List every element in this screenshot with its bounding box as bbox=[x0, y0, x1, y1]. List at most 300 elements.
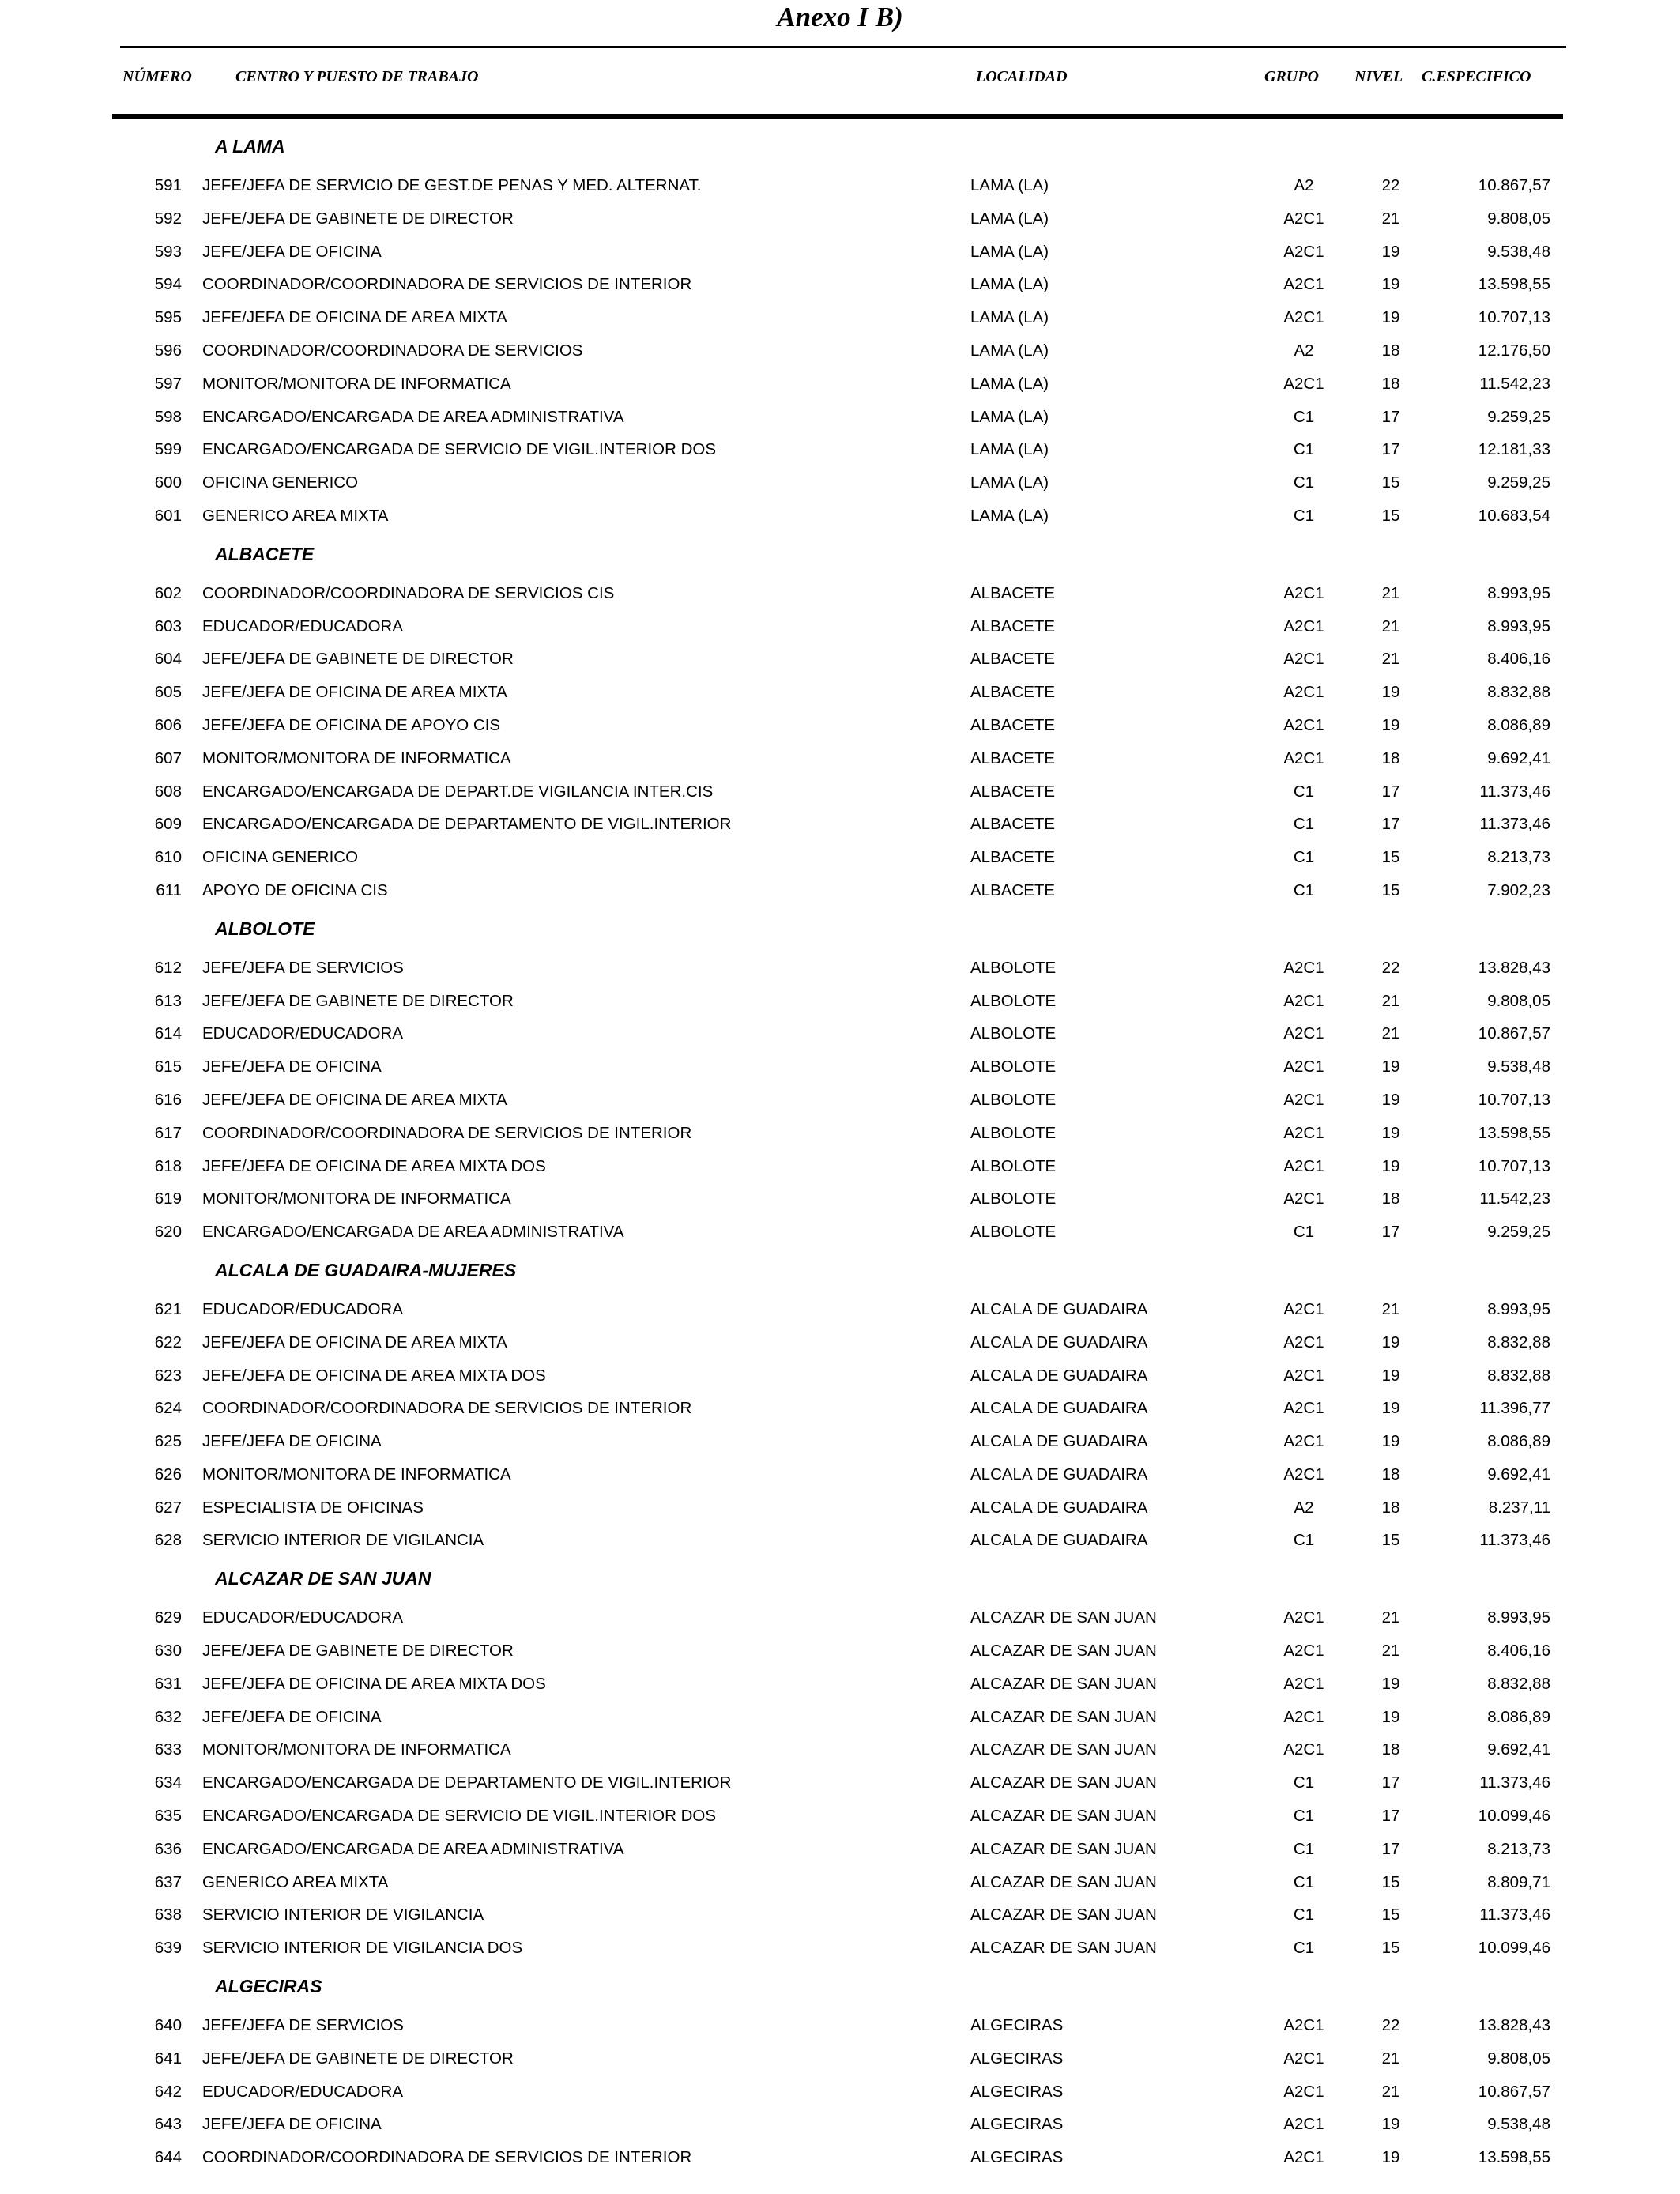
table-row bbox=[0, 401, 1680, 434]
table-row bbox=[0, 808, 1680, 841]
row-localidad: LAMA (LA) bbox=[970, 176, 1049, 194]
row-especifico: 8.993,95 bbox=[1487, 583, 1550, 602]
row-number: 598 bbox=[154, 407, 182, 426]
row-grupo: A2C1 bbox=[1283, 748, 1324, 767]
row-nivel: 17 bbox=[1381, 407, 1400, 426]
row-especifico: 9.538,48 bbox=[1487, 2115, 1550, 2134]
row-puesto: APOYO DE OFICINA CIS bbox=[202, 880, 388, 899]
row-grupo: A2C1 bbox=[1283, 1642, 1324, 1661]
row-puesto: JEFE/JEFA DE OFICINA DE AREA MIXTA bbox=[202, 1333, 507, 1351]
row-puesto: MONITOR/MONITORA DE INFORMATICA bbox=[202, 374, 511, 393]
row-grupo: A2C1 bbox=[1283, 1156, 1324, 1175]
row-especifico: 10.099,46 bbox=[1478, 1807, 1550, 1826]
table-row bbox=[0, 952, 1680, 985]
table-row bbox=[0, 1293, 1680, 1326]
row-especifico: 8.086,89 bbox=[1487, 1432, 1550, 1451]
row-especifico: 8.993,95 bbox=[1487, 1608, 1550, 1627]
table-row bbox=[0, 1524, 1680, 1557]
row-localidad: ALBOLOTE bbox=[970, 1090, 1057, 1109]
row-number: 606 bbox=[154, 715, 182, 734]
table-row bbox=[0, 1326, 1680, 1359]
header-especifico: C.ESPECIFICO bbox=[1422, 68, 1531, 85]
row-grupo: A2C1 bbox=[1283, 715, 1324, 734]
row-puesto: JEFE/JEFA DE GABINETE DE DIRECTOR bbox=[202, 209, 514, 228]
row-especifico: 8.832,88 bbox=[1487, 1674, 1550, 1693]
row-nivel: 19 bbox=[1381, 715, 1400, 734]
row-especifico: 8.832,88 bbox=[1487, 683, 1550, 702]
row-puesto: SERVICIO INTERIOR DE VIGILANCIA bbox=[202, 1906, 484, 1924]
row-number: 643 bbox=[154, 2115, 182, 2134]
row-nivel: 19 bbox=[1381, 242, 1400, 261]
table-row bbox=[0, 1017, 1680, 1050]
row-especifico: 10.099,46 bbox=[1478, 1939, 1550, 1958]
row-puesto: EDUCADOR/EDUCADORA bbox=[202, 1608, 403, 1627]
row-number: 642 bbox=[154, 2082, 182, 2101]
row-puesto: JEFE/JEFA DE GABINETE DE DIRECTOR bbox=[202, 650, 514, 669]
row-especifico: 11.373,46 bbox=[1479, 815, 1550, 834]
row-number: 600 bbox=[154, 473, 182, 492]
row-nivel: 15 bbox=[1381, 506, 1400, 525]
row-nivel: 22 bbox=[1381, 958, 1400, 977]
row-number: 599 bbox=[154, 440, 182, 459]
row-localidad: ALCAZAR DE SAN JUAN bbox=[970, 1608, 1157, 1627]
row-number: 605 bbox=[154, 683, 182, 702]
table-row bbox=[0, 1833, 1680, 1866]
table-row bbox=[0, 841, 1680, 874]
table-row bbox=[0, 643, 1680, 676]
row-especifico: 8.086,89 bbox=[1487, 715, 1550, 734]
row-number: 638 bbox=[154, 1906, 182, 1924]
section-heading: ALCAZAR DE SAN JUAN bbox=[215, 1568, 431, 1589]
row-puesto: COORDINADOR/COORDINADORA DE SERVICIOS CIS bbox=[202, 583, 615, 602]
row-number: 631 bbox=[154, 1674, 182, 1693]
table-row bbox=[0, 202, 1680, 236]
row-especifico: 10.867,57 bbox=[1478, 176, 1550, 194]
table-row bbox=[0, 236, 1680, 269]
row-especifico: 9.808,05 bbox=[1487, 991, 1550, 1010]
row-nivel: 15 bbox=[1381, 848, 1400, 867]
table-row bbox=[0, 1733, 1680, 1766]
row-nivel: 19 bbox=[1381, 1156, 1400, 1175]
row-especifico: 9.692,41 bbox=[1487, 1740, 1550, 1759]
row-number: 615 bbox=[154, 1057, 182, 1076]
row-puesto: COORDINADOR/COORDINADORA DE SERVICIOS bbox=[202, 341, 583, 360]
row-localidad: ALBOLOTE bbox=[970, 1024, 1057, 1043]
row-nivel: 18 bbox=[1381, 1465, 1400, 1483]
table-row bbox=[0, 1150, 1680, 1183]
row-number: 637 bbox=[154, 1872, 182, 1891]
table-row bbox=[0, 2009, 1680, 2042]
row-especifico: 9.259,25 bbox=[1487, 473, 1550, 492]
row-grupo: C1 bbox=[1293, 848, 1315, 867]
row-puesto: JEFE/JEFA DE OFICINA DE AREA MIXTA DOS bbox=[202, 1674, 546, 1693]
row-localidad: ALCALA DE GUADAIRA bbox=[970, 1465, 1148, 1483]
row-puesto: EDUCADOR/EDUCADORA bbox=[202, 1024, 403, 1043]
row-especifico: 8.993,95 bbox=[1487, 616, 1550, 635]
row-number: 644 bbox=[154, 2148, 182, 2167]
row-localidad: ALCAZAR DE SAN JUAN bbox=[970, 1740, 1157, 1759]
row-nivel: 19 bbox=[1381, 1057, 1400, 1076]
row-grupo: C1 bbox=[1293, 407, 1315, 426]
row-number: 626 bbox=[154, 1465, 182, 1483]
row-puesto: MONITOR/MONITORA DE INFORMATICA bbox=[202, 1189, 511, 1208]
row-puesto: JEFE/JEFA DE SERVICIO DE GEST.DE PENAS Y MED. ALTERNAT. bbox=[202, 176, 702, 194]
row-grupo: C1 bbox=[1293, 1807, 1315, 1826]
row-puesto: OFICINA GENERICO bbox=[202, 848, 359, 867]
row-nivel: 17 bbox=[1381, 1807, 1400, 1826]
table-row bbox=[0, 368, 1680, 401]
row-nivel: 15 bbox=[1381, 880, 1400, 899]
row-grupo: A2C1 bbox=[1283, 2082, 1324, 2101]
row-puesto: COORDINADOR/COORDINADORA DE SERVICIOS DE INTERIOR bbox=[202, 1123, 692, 1142]
row-especifico: 10.707,13 bbox=[1478, 1156, 1550, 1175]
row-localidad: ALBACETE bbox=[970, 782, 1056, 801]
row-number: 641 bbox=[154, 2049, 182, 2068]
row-puesto: MONITOR/MONITORA DE INFORMATICA bbox=[202, 1740, 511, 1759]
row-puesto: JEFE/JEFA DE OFICINA DE AREA MIXTA bbox=[202, 308, 507, 327]
row-grupo: A2C1 bbox=[1283, 1740, 1324, 1759]
row-localidad: ALCALA DE GUADAIRA bbox=[970, 1299, 1148, 1318]
row-number: 634 bbox=[154, 1774, 182, 1793]
table-row bbox=[0, 1800, 1680, 1833]
row-localidad: ALGECIRAS bbox=[970, 2049, 1064, 2068]
row-nivel: 19 bbox=[1381, 683, 1400, 702]
row-nivel: 18 bbox=[1381, 374, 1400, 393]
header-centro: CENTRO Y PUESTO DE TRABAJO bbox=[235, 68, 479, 85]
row-localidad: ALBOLOTE bbox=[970, 1057, 1057, 1076]
row-grupo: A2C1 bbox=[1283, 1366, 1324, 1385]
row-especifico: 10.707,13 bbox=[1478, 308, 1550, 327]
row-especifico: 8.832,88 bbox=[1487, 1333, 1550, 1351]
row-grupo: C1 bbox=[1293, 473, 1315, 492]
row-localidad: ALBACETE bbox=[970, 815, 1056, 834]
table-row bbox=[0, 1117, 1680, 1150]
row-number: 609 bbox=[154, 815, 182, 834]
row-especifico: 9.692,41 bbox=[1487, 1465, 1550, 1483]
row-localidad: ALCAZAR DE SAN JUAN bbox=[970, 1872, 1157, 1891]
row-especifico: 12.176,50 bbox=[1478, 341, 1550, 360]
row-localidad: ALGECIRAS bbox=[970, 2082, 1064, 2101]
row-grupo: A2C1 bbox=[1283, 1432, 1324, 1451]
row-nivel: 21 bbox=[1381, 1642, 1400, 1661]
row-number: 618 bbox=[154, 1156, 182, 1175]
row-number: 633 bbox=[154, 1740, 182, 1759]
row-especifico: 9.259,25 bbox=[1487, 407, 1550, 426]
row-grupo: A2C1 bbox=[1283, 1090, 1324, 1109]
row-especifico: 13.598,55 bbox=[1478, 2148, 1550, 2167]
table-row bbox=[0, 1932, 1680, 1965]
row-grupo: A2C1 bbox=[1283, 958, 1324, 977]
row-especifico: 11.396,77 bbox=[1479, 1399, 1550, 1418]
row-especifico: 12.181,33 bbox=[1478, 440, 1550, 459]
row-number: 636 bbox=[154, 1839, 182, 1858]
row-especifico: 11.373,46 bbox=[1479, 1531, 1550, 1550]
table-row bbox=[0, 2141, 1680, 2174]
row-puesto: JEFE/JEFA DE SERVICIOS bbox=[202, 2016, 404, 2035]
section-heading: A LAMA bbox=[215, 136, 285, 156]
table-row bbox=[0, 1392, 1680, 1425]
row-nivel: 19 bbox=[1381, 1399, 1400, 1418]
row-nivel: 17 bbox=[1381, 1839, 1400, 1858]
row-especifico: 10.683,54 bbox=[1478, 506, 1550, 525]
row-especifico: 13.598,55 bbox=[1478, 275, 1550, 294]
row-puesto: JEFE/JEFA DE OFICINA bbox=[202, 242, 382, 261]
table-row bbox=[0, 610, 1680, 643]
row-especifico: 9.538,48 bbox=[1487, 1057, 1550, 1076]
row-puesto: MONITOR/MONITORA DE INFORMATICA bbox=[202, 1465, 511, 1483]
row-localidad: ALCALA DE GUADAIRA bbox=[970, 1366, 1148, 1385]
row-grupo: A2C1 bbox=[1283, 1674, 1324, 1693]
row-grupo: C1 bbox=[1293, 880, 1315, 899]
row-localidad: ALGECIRAS bbox=[970, 2148, 1064, 2167]
row-puesto: ENCARGADO/ENCARGADA DE DEPART.DE VIGILANCIA INTER.CIS bbox=[202, 782, 714, 801]
row-number: 627 bbox=[154, 1498, 182, 1517]
table-row bbox=[0, 1425, 1680, 1458]
row-nivel: 19 bbox=[1381, 2148, 1400, 2167]
row-especifico: 13.828,43 bbox=[1478, 958, 1550, 977]
row-number: 625 bbox=[154, 1432, 182, 1451]
row-localidad: ALBACETE bbox=[970, 848, 1056, 867]
row-nivel: 19 bbox=[1381, 2115, 1400, 2134]
table-row bbox=[0, 742, 1680, 775]
table-row bbox=[0, 433, 1680, 466]
table-row bbox=[0, 577, 1680, 610]
row-number: 610 bbox=[154, 848, 182, 867]
row-nivel: 19 bbox=[1381, 1090, 1400, 1109]
row-number: 640 bbox=[154, 2016, 182, 2035]
row-localidad: LAMA (LA) bbox=[970, 341, 1049, 360]
row-nivel: 21 bbox=[1381, 1024, 1400, 1043]
header-grupo: GRUPO bbox=[1264, 68, 1319, 85]
row-localidad: ALBACETE bbox=[970, 748, 1056, 767]
table-row bbox=[0, 1634, 1680, 1668]
table-row bbox=[0, 1084, 1680, 1117]
row-localidad: LAMA (LA) bbox=[970, 473, 1049, 492]
row-localidad: ALBACETE bbox=[970, 650, 1056, 669]
table-row bbox=[0, 676, 1680, 709]
row-grupo: A2C1 bbox=[1283, 1057, 1324, 1076]
row-localidad: ALBOLOTE bbox=[970, 991, 1057, 1010]
row-especifico: 13.598,55 bbox=[1478, 1123, 1550, 1142]
table-row bbox=[0, 1866, 1680, 1899]
header-rule bbox=[112, 114, 1563, 119]
row-puesto: ESPECIALISTA DE OFICINAS bbox=[202, 1498, 424, 1517]
row-puesto: GENERICO AREA MIXTA bbox=[202, 506, 389, 525]
row-grupo: A2C1 bbox=[1283, 374, 1324, 393]
row-number: 612 bbox=[154, 958, 182, 977]
row-especifico: 11.373,46 bbox=[1479, 782, 1550, 801]
row-grupo: A2C1 bbox=[1283, 1333, 1324, 1351]
row-number: 613 bbox=[154, 991, 182, 1010]
section-heading: ALBACETE bbox=[215, 543, 315, 564]
row-especifico: 8.809,71 bbox=[1487, 1872, 1550, 1891]
row-puesto: JEFE/JEFA DE OFICINA bbox=[202, 1707, 382, 1726]
row-nivel: 18 bbox=[1381, 341, 1400, 360]
row-especifico: 8.086,89 bbox=[1487, 1707, 1550, 1726]
row-localidad: ALCAZAR DE SAN JUAN bbox=[970, 1707, 1157, 1726]
row-localidad: ALCAZAR DE SAN JUAN bbox=[970, 1642, 1157, 1661]
row-grupo: A2C1 bbox=[1283, 1608, 1324, 1627]
row-localidad: LAMA (LA) bbox=[970, 242, 1049, 261]
row-localidad: LAMA (LA) bbox=[970, 440, 1049, 459]
row-number: 591 bbox=[154, 176, 182, 194]
row-number: 593 bbox=[154, 242, 182, 261]
row-nivel: 19 bbox=[1381, 1707, 1400, 1726]
table-row bbox=[0, 2075, 1680, 2109]
row-grupo: A2C1 bbox=[1283, 209, 1324, 228]
row-number: 623 bbox=[154, 1366, 182, 1385]
top-rule bbox=[120, 46, 1566, 48]
row-grupo: C1 bbox=[1293, 1939, 1315, 1958]
row-number: 628 bbox=[154, 1531, 182, 1550]
table-row bbox=[0, 499, 1680, 533]
row-nivel: 15 bbox=[1381, 1531, 1400, 1550]
row-nivel: 22 bbox=[1381, 176, 1400, 194]
row-localidad: ALCALA DE GUADAIRA bbox=[970, 1531, 1148, 1550]
row-grupo: C1 bbox=[1293, 440, 1315, 459]
row-localidad: LAMA (LA) bbox=[970, 275, 1049, 294]
row-grupo: A2 bbox=[1294, 176, 1314, 194]
row-puesto: COORDINADOR/COORDINADORA DE SERVICIOS DE INTERIOR bbox=[202, 2148, 692, 2167]
row-especifico: 10.707,13 bbox=[1478, 1090, 1550, 1109]
row-nivel: 21 bbox=[1381, 583, 1400, 602]
row-grupo: A2C1 bbox=[1283, 1189, 1324, 1208]
row-localidad: ALCALA DE GUADAIRA bbox=[970, 1498, 1148, 1517]
row-nivel: 18 bbox=[1381, 1498, 1400, 1517]
row-number: 630 bbox=[154, 1642, 182, 1661]
row-nivel: 19 bbox=[1381, 308, 1400, 327]
row-grupo: A2C1 bbox=[1283, 2049, 1324, 2068]
row-grupo: C1 bbox=[1293, 1906, 1315, 1924]
row-nivel: 21 bbox=[1381, 616, 1400, 635]
row-number: 635 bbox=[154, 1807, 182, 1826]
row-grupo: A2C1 bbox=[1283, 616, 1324, 635]
row-number: 620 bbox=[154, 1223, 182, 1242]
row-nivel: 21 bbox=[1381, 2082, 1400, 2101]
row-grupo: A2C1 bbox=[1283, 1123, 1324, 1142]
row-nivel: 18 bbox=[1381, 1189, 1400, 1208]
row-especifico: 8.832,88 bbox=[1487, 1366, 1550, 1385]
row-grupo: C1 bbox=[1293, 1872, 1315, 1891]
row-number: 604 bbox=[154, 650, 182, 669]
row-localidad: ALCAZAR DE SAN JUAN bbox=[970, 1807, 1157, 1826]
row-grupo: C1 bbox=[1293, 815, 1315, 834]
row-puesto: JEFE/JEFA DE OFICINA DE AREA MIXTA DOS bbox=[202, 1156, 546, 1175]
row-grupo: A2C1 bbox=[1283, 275, 1324, 294]
row-grupo: A2C1 bbox=[1283, 1299, 1324, 1318]
header-numero: NÚMERO bbox=[122, 68, 192, 85]
row-localidad: ALBOLOTE bbox=[970, 1189, 1057, 1208]
row-grupo: A2C1 bbox=[1283, 242, 1324, 261]
row-nivel: 19 bbox=[1381, 1123, 1400, 1142]
row-localidad: ALBACETE bbox=[970, 880, 1056, 899]
row-puesto: GENERICO AREA MIXTA bbox=[202, 1872, 389, 1891]
row-localidad: ALBACETE bbox=[970, 616, 1056, 635]
row-localidad: ALBOLOTE bbox=[970, 1156, 1057, 1175]
row-localidad: ALBOLOTE bbox=[970, 1123, 1057, 1142]
row-number: 614 bbox=[154, 1024, 182, 1043]
row-nivel: 19 bbox=[1381, 1432, 1400, 1451]
table-row bbox=[0, 1359, 1680, 1393]
row-number: 624 bbox=[154, 1399, 182, 1418]
row-localidad: ALCAZAR DE SAN JUAN bbox=[970, 1674, 1157, 1693]
row-especifico: 11.373,46 bbox=[1479, 1774, 1550, 1793]
row-nivel: 15 bbox=[1381, 473, 1400, 492]
row-grupo: A2C1 bbox=[1283, 1465, 1324, 1483]
row-especifico: 8.406,16 bbox=[1487, 650, 1550, 669]
table-row bbox=[0, 268, 1680, 301]
row-puesto: ENCARGADO/ENCARGADA DE AREA ADMINISTRATIVA bbox=[202, 1839, 624, 1858]
row-grupo: A2C1 bbox=[1283, 2115, 1324, 2134]
row-puesto: ENCARGADO/ENCARGADA DE DEPARTAMENTO DE VIGIL.INTERIOR bbox=[202, 1774, 732, 1793]
row-especifico: 9.538,48 bbox=[1487, 242, 1550, 261]
row-grupo: A2C1 bbox=[1283, 991, 1324, 1010]
table-row bbox=[0, 1491, 1680, 1525]
table-row bbox=[0, 1458, 1680, 1491]
row-especifico: 8.237,11 bbox=[1488, 1498, 1550, 1517]
table-row bbox=[0, 874, 1680, 907]
table-row bbox=[0, 301, 1680, 334]
row-nivel: 19 bbox=[1381, 1333, 1400, 1351]
row-nivel: 19 bbox=[1381, 1674, 1400, 1693]
row-puesto: ENCARGADO/ENCARGADA DE DEPARTAMENTO DE VIGIL.INTERIOR bbox=[202, 815, 732, 834]
row-nivel: 21 bbox=[1381, 650, 1400, 669]
table-body bbox=[0, 125, 1680, 2174]
section-heading: ALGECIRAS bbox=[215, 1976, 322, 1997]
row-grupo: C1 bbox=[1293, 1839, 1315, 1858]
row-localidad: ALBOLOTE bbox=[970, 958, 1057, 977]
row-especifico: 9.808,05 bbox=[1487, 2049, 1550, 2068]
row-grupo: C1 bbox=[1293, 782, 1315, 801]
row-nivel: 18 bbox=[1381, 748, 1400, 767]
row-especifico: 13.828,43 bbox=[1478, 2016, 1550, 2035]
row-localidad: ALBACETE bbox=[970, 583, 1056, 602]
row-puesto: JEFE/JEFA DE GABINETE DE DIRECTOR bbox=[202, 991, 514, 1010]
row-number: 595 bbox=[154, 308, 182, 327]
row-puesto: COORDINADOR/COORDINADORA DE SERVICIOS DE INTERIOR bbox=[202, 275, 692, 294]
row-especifico: 9.692,41 bbox=[1487, 748, 1550, 767]
row-puesto: ENCARGADO/ENCARGADA DE SERVICIO DE VIGIL.INTERIOR DOS bbox=[202, 440, 717, 459]
row-grupo: C1 bbox=[1293, 1223, 1315, 1242]
row-localidad: LAMA (LA) bbox=[970, 374, 1049, 393]
row-especifico: 8.213,73 bbox=[1487, 1839, 1550, 1858]
row-localidad: ALGECIRAS bbox=[970, 2016, 1064, 2035]
row-number: 632 bbox=[154, 1707, 182, 1726]
row-number: 601 bbox=[154, 506, 182, 525]
table-row bbox=[0, 334, 1680, 368]
row-number: 594 bbox=[154, 275, 182, 294]
row-localidad: ALBACETE bbox=[970, 715, 1056, 734]
row-number: 607 bbox=[154, 748, 182, 767]
section-heading: ALCALA DE GUADAIRA-MUJERES bbox=[215, 1259, 517, 1280]
row-nivel: 22 bbox=[1381, 2016, 1400, 2035]
row-nivel: 19 bbox=[1381, 275, 1400, 294]
table-row bbox=[0, 1898, 1680, 1932]
row-grupo: A2 bbox=[1294, 341, 1314, 360]
row-number: 592 bbox=[154, 209, 182, 228]
row-especifico: 9.259,25 bbox=[1487, 1223, 1550, 1242]
row-number: 597 bbox=[154, 374, 182, 393]
table-row bbox=[0, 709, 1680, 742]
row-puesto: JEFE/JEFA DE OFICINA bbox=[202, 2115, 382, 2134]
table-row bbox=[0, 1766, 1680, 1800]
row-especifico: 11.373,46 bbox=[1479, 1906, 1550, 1924]
row-especifico: 7.902,23 bbox=[1487, 880, 1550, 899]
row-puesto: JEFE/JEFA DE OFICINA DE AREA MIXTA DOS bbox=[202, 1366, 546, 1385]
row-especifico: 10.867,57 bbox=[1478, 1024, 1550, 1043]
row-number: 611 bbox=[156, 880, 182, 899]
table-row bbox=[0, 2108, 1680, 2141]
